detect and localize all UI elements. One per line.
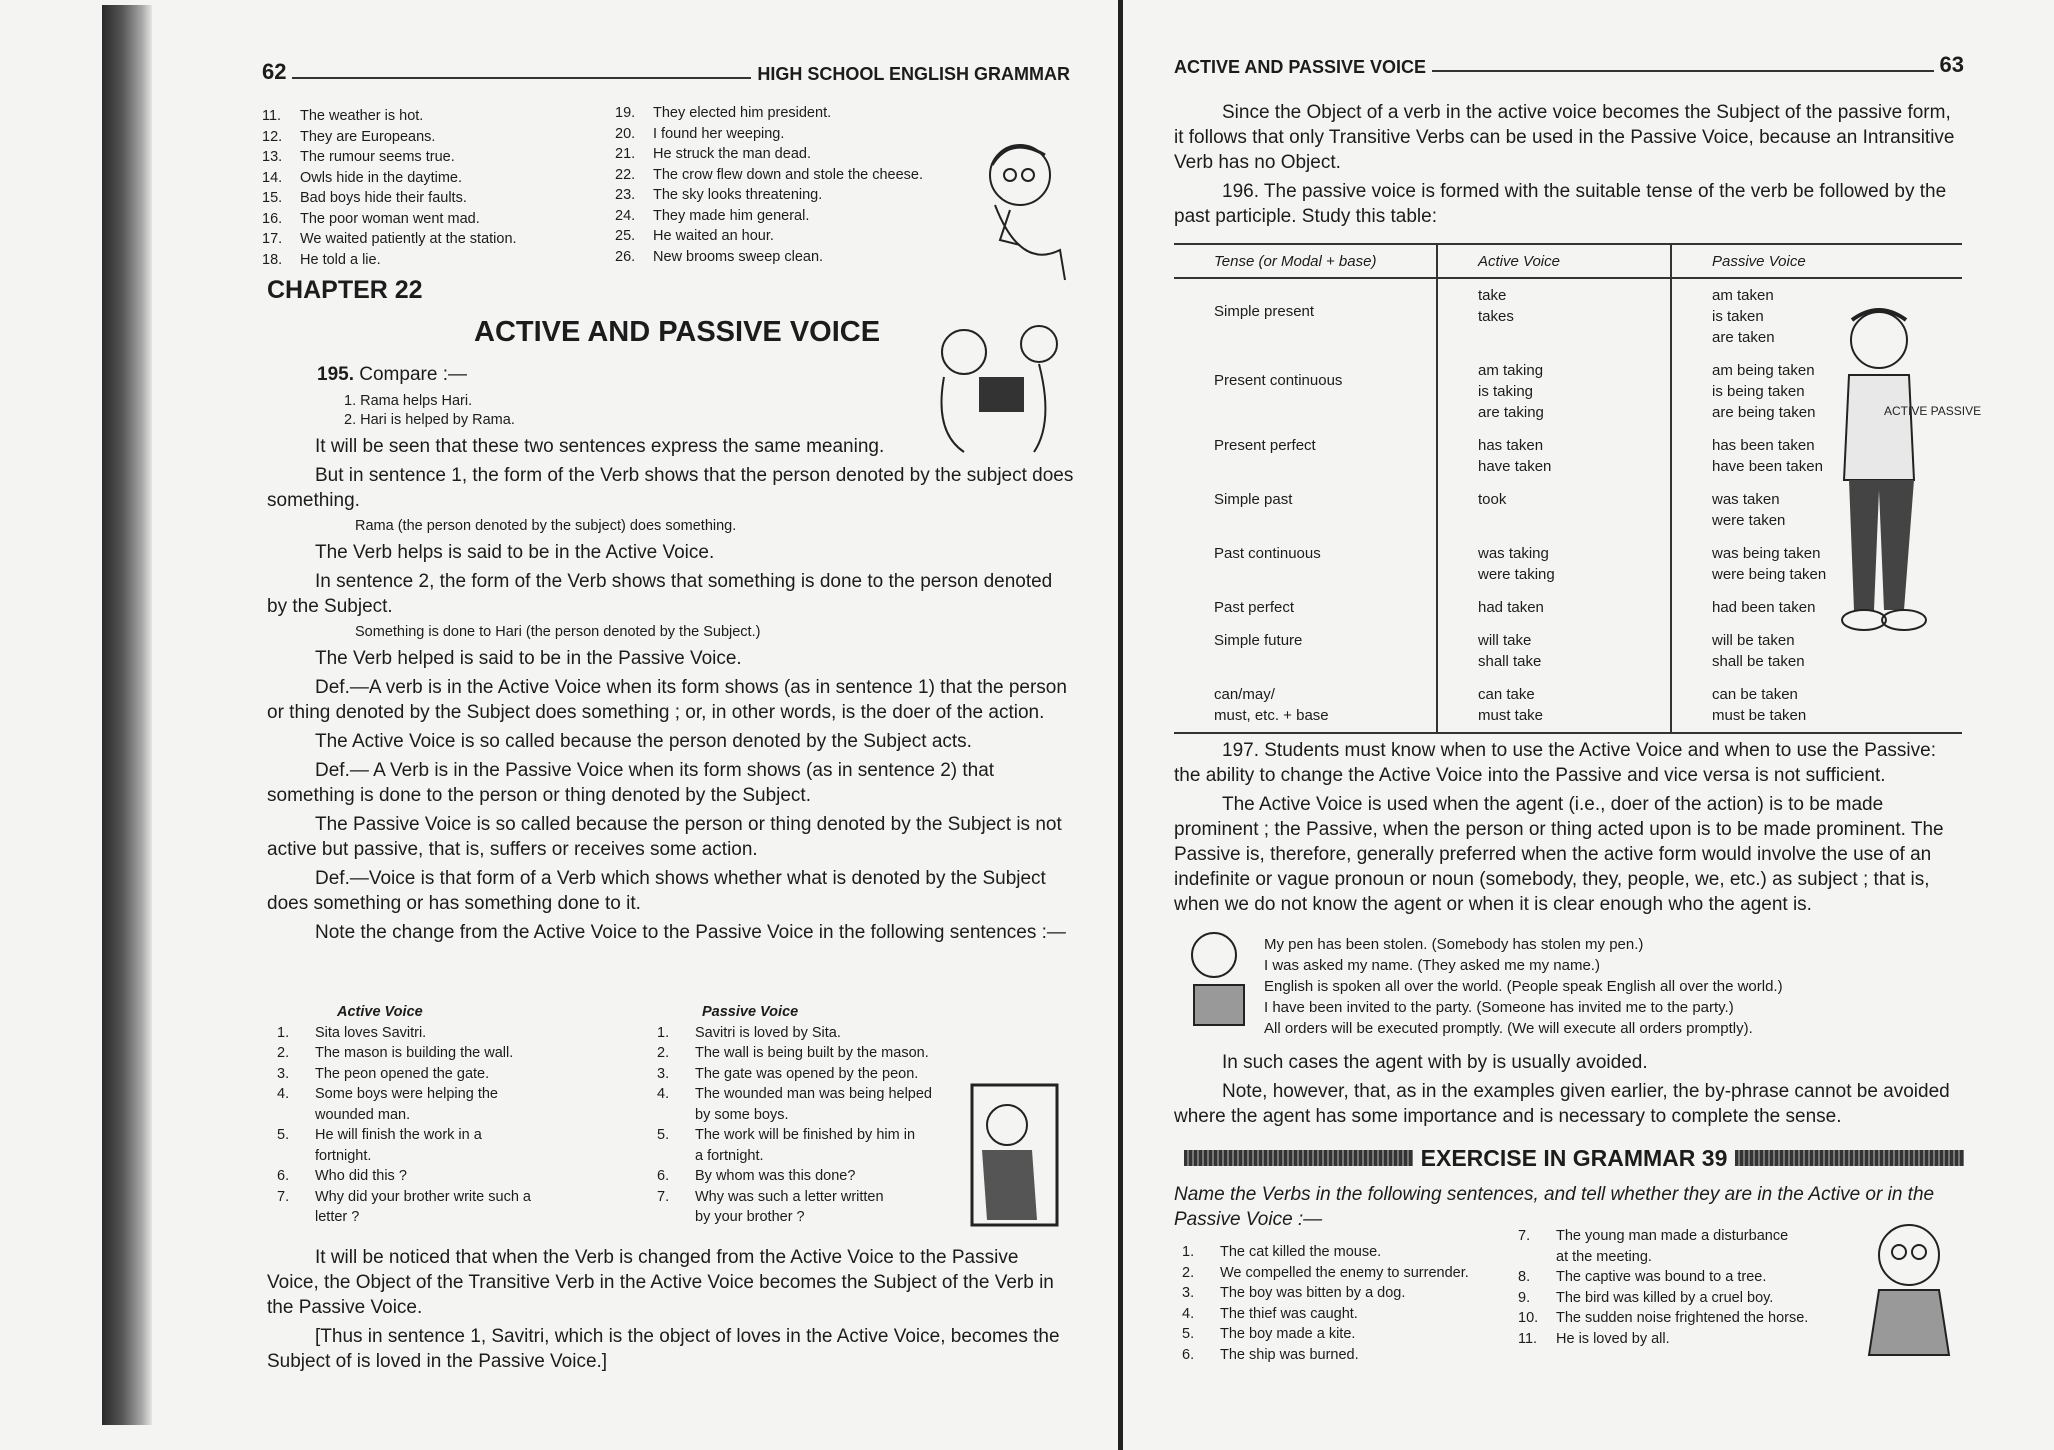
compare-example: 2. Hari is helped by Rama. <box>344 412 515 428</box>
table-cell: had taken <box>1437 591 1671 624</box>
agent-note-text <box>1174 1050 1964 1133</box>
table-header: Passive Voice <box>1671 244 1962 278</box>
table-cell: was taking were taking <box>1437 537 1671 591</box>
right-intro-text <box>1174 100 1964 233</box>
paragraph: The Passive Voice is so called because the person or thing denoted by the Subject is not active but passive, that is, suffers or receives some action. <box>267 814 1062 860</box>
compare-examples <box>344 392 515 430</box>
list-item: by some boys. <box>695 1106 789 1123</box>
example-sentence: My pen has been stolen. (Somebody has stolen my pen.) <box>1264 936 1644 953</box>
paragraph: Note, however, that, as in the examples given earlier, the by-phrase cannot be avoided where the agent has some importance and is necessary to complete the sense. <box>1174 1081 1950 1127</box>
paragraph: It will be seen that these two sentences express the same meaning. <box>315 436 885 457</box>
header-rule <box>1432 70 1933 72</box>
section-196: 196. The passive voice is formed with the suitable tense of the verb be followed by the past participle. Study this table: <box>1174 181 1947 227</box>
right-page <box>1174 0 1982 1450</box>
note: Rama (the person denoted by the subject) does something. <box>355 518 737 534</box>
list-item: 19. They elected him president. <box>615 105 832 121</box>
list-item: 1. Sita loves Savitri. <box>277 1024 427 1041</box>
table-cell: was being taken were being taken <box>1712 545 1827 583</box>
table-header-row <box>1174 244 1962 278</box>
page-number: 62 <box>262 59 287 84</box>
table-cell: was taken were taken <box>1712 491 1786 529</box>
list-item: 5. The work will be finished by him in <box>657 1127 916 1143</box>
list-item: 4. The thief was caught. <box>1182 1305 1358 1322</box>
table-cell: took <box>1437 483 1671 537</box>
banner-bar <box>1735 1150 1964 1166</box>
left-page <box>262 0 1074 1450</box>
list-item: 1. Savitri is loved by Sita. <box>657 1024 841 1041</box>
list-item: 7. Why was such a letter written <box>657 1188 884 1205</box>
list-item: 14. Owls hide in the daytime. <box>262 169 462 186</box>
list-item: 17. We waited patiently at the station. <box>262 231 517 247</box>
list-item: 6. By whom was this done? <box>657 1168 856 1184</box>
table-cell: Simple present <box>1174 278 1437 354</box>
book-binding-shadow <box>102 5 152 1425</box>
list-item: 22. The crow flew down and stole the cheese. <box>615 166 924 183</box>
paragraph: In sentence 2, the form of the Verb shows that something is done to the person denoted by the Subject. <box>267 571 1053 617</box>
definition-active: Def.—A verb is in the Active Voice when its form shows (as in sentence 1) that the person or thing denoted by the Subject does something ; or, in other words, is the doer of the action. <box>267 677 1067 723</box>
paragraph: The Active Voice is so called because the person denoted by the Subject acts. <box>315 731 972 752</box>
page-number: 63 <box>1939 52 1964 77</box>
table-row <box>1174 678 1962 733</box>
column-heading: Passive Voice <box>702 1004 799 1020</box>
paragraph: [Thus in sentence 1, Savitri, which is the object of loves in the Active Voice, becomes the Subject of is loved in the Passive Voice.] <box>267 1326 1060 1372</box>
list-item: by your brother ? <box>695 1209 805 1225</box>
chapter-label: CHAPTER 22 <box>267 276 423 304</box>
list-item: 5. He will finish the work in a <box>277 1127 482 1143</box>
list-item: 2. The mason is building the wall. <box>277 1045 514 1061</box>
passive-voice-column <box>657 1002 987 1228</box>
page-gutter <box>1118 0 1123 1450</box>
exercise-title: EXERCISE IN GRAMMAR 39 <box>1420 1144 1728 1171</box>
table-cell: will be taken shall be taken <box>1712 632 1805 670</box>
passive-examples <box>1174 934 2054 1039</box>
paragraph: It will be noticed that when the Verb is changed from the Active Voice to the Passive Voice, the Object of the Transitive Verb in the Active Voice becomes the Subject of the Verb in the Passive Voice. <box>267 1247 1054 1318</box>
list-item: 7. The young man made a disturbance <box>1518 1228 1789 1244</box>
exercise-list-a <box>1182 1242 1512 1365</box>
running-title: HIGH SCHOOL ENGLISH GRAMMAR <box>757 64 1070 84</box>
list-item: 3. The peon opened the gate. <box>277 1065 490 1082</box>
table-cell: Past continuous <box>1174 537 1437 591</box>
paragraph: But in sentence 1, the form of the Verb shows that the person denoted by the subject does something. <box>267 465 1074 511</box>
list-item: 15. Bad boys hide their faults. <box>262 190 467 206</box>
list-item: 25. He waited an hour. <box>615 228 774 244</box>
running-title: ACTIVE AND PASSIVE VOICE <box>1174 57 1427 77</box>
list-item: 23. The sky looks threatening. <box>615 187 823 203</box>
exercise-list-b <box>1518 1226 1848 1349</box>
table-cell: Simple future <box>1174 624 1437 678</box>
list-item: 1. The cat killed the mouse. <box>1182 1244 1382 1260</box>
list-item: 11. He is loved by all. <box>1518 1330 1670 1347</box>
list-item: 13. The rumour seems true. <box>262 149 455 165</box>
list-item: 2. The wall is being built by the mason. <box>657 1045 929 1061</box>
table-cell: will take shall take <box>1437 624 1671 678</box>
table-cell: Simple past <box>1174 483 1437 537</box>
list-item: 11. The weather is hot. <box>262 108 424 124</box>
list-item: 8. The captive was bound to a tree. <box>1518 1269 1767 1285</box>
list-item: 7. Why did your brother write such a <box>277 1188 531 1205</box>
list-item: 21. He struck the man dead. <box>615 146 811 162</box>
table-cell: Present perfect <box>1174 429 1437 483</box>
exercise-banner <box>1184 1145 1964 1171</box>
definition-passive: Def.— A Verb is in the Passive Voice when its form shows (as in sentence 2) that something is done to the person or thing denoted by the Subject. <box>267 760 995 806</box>
table-cell: has taken have taken <box>1437 429 1671 483</box>
list-item: 24. They made him general. <box>615 207 810 224</box>
peon-at-door-illustration <box>962 1080 1062 1230</box>
list-item: wounded man. <box>315 1106 411 1123</box>
table-cell: am being taken is being taken are being taken <box>1712 362 1816 421</box>
example-sentence: English is spoken all over the world. (People speak English all over the world.) <box>1264 978 1783 995</box>
section-195-heading: 195. Compare :— <box>317 364 467 385</box>
active-passive-boy-illustration <box>1814 290 1982 670</box>
definition-voice: Def.—Voice is that form of a Verb which shows whether what is denoted by the Subject does something or has something done to it. <box>267 868 1046 914</box>
exercise-instructions: Name the Verbs in the following sentences, and tell whether they are in the Active or in the Passive Voice :— <box>1174 1184 1935 1230</box>
compare-example: 1. Rama helps Hari. <box>344 393 473 409</box>
paragraph: In such cases the agent with by is usually avoided. <box>1222 1052 1648 1073</box>
right-page-header <box>1174 48 1964 78</box>
table-cell: can take must take <box>1437 678 1671 733</box>
left-page-header <box>262 55 1070 85</box>
paragraph: The Active Voice is used when the agent (i.e., doer of the action) is to be made prominent ; the Passive, when the person or thing acted upon is to be made prominent. The Passive is, therefore, generally preferred when the active form would involve the use of an indefinite or vague pronoun or noun (somebody, they, people, we, etc.) as subject ; that is, when we do not know the agent or when it is clear enough who the agent is. <box>1174 794 1944 915</box>
table-cell: am taking is taking are taking <box>1437 354 1671 429</box>
list-item: 3. The boy was bitten by a dog. <box>1182 1285 1406 1301</box>
table-cell: am taken is taken are taken <box>1712 287 1775 346</box>
worried-student-illustration <box>1854 1210 1964 1360</box>
table-header: Active Voice <box>1437 244 1671 278</box>
example-sentence: I was asked my name. (They asked me my name.) <box>1264 957 1600 974</box>
column-heading: Active Voice <box>337 1004 423 1020</box>
list-item: 10. The sudden noise frightened the horse. <box>1518 1310 1809 1326</box>
table-header: Tense (or Modal + base) <box>1174 244 1437 278</box>
table-cell: Past perfect <box>1174 591 1437 624</box>
list-item: a fortnight. <box>695 1147 764 1164</box>
list-item: 9. The bird was killed by a cruel boy. <box>1518 1289 1774 1306</box>
sentence-list-b <box>615 103 975 267</box>
thinking-man-illustration <box>970 130 1070 280</box>
chapter-title: ACTIVE AND PASSIVE VOICE <box>474 316 881 348</box>
paragraph: The Verb helped is said to be in the Passive Voice. <box>315 648 742 669</box>
list-item: 6. The ship was burned. <box>1182 1346 1359 1363</box>
list-item: 2. We compelled the enemy to surrender. <box>1182 1264 1469 1281</box>
sentence-list-a <box>262 106 602 270</box>
table-cell: take takes <box>1437 278 1671 354</box>
list-item: 16. The poor woman went mad. <box>262 210 480 227</box>
paragraph: Note the change from the Active Voice to the Passive Voice in the following sentences :— <box>315 922 1066 943</box>
list-item: 5. The boy made a kite. <box>1182 1326 1356 1342</box>
table-cell: can/may/ must, etc. + base <box>1174 678 1437 733</box>
example-sentence: I have been invited to the party. (Someone has invited me to the party.) <box>1264 999 1734 1016</box>
section-197: 197. Students must know when to use the Active Voice and when to use the Passive: the ability to change the Active Voice into the Passive and vice versa is not sufficient. <box>1174 740 1936 786</box>
left-body-text <box>267 434 1075 949</box>
table-cell: has been taken have been taken <box>1712 437 1823 475</box>
list-item: fortnight. <box>315 1147 372 1164</box>
list-item: 20. I found her weeping. <box>615 125 785 142</box>
list-item: 18. He told a lie. <box>262 251 381 268</box>
banner-bar <box>1184 1150 1413 1166</box>
table-cell: can be taken must be taken <box>1671 678 1962 733</box>
header-rule <box>292 77 751 79</box>
active-voice-column <box>277 1002 607 1228</box>
list-item: 4. Some boys were helping the <box>277 1086 498 1102</box>
note: Something is done to Hari (the person denoted by the Subject.) <box>355 624 761 640</box>
list-item: 12. They are Europeans. <box>262 128 436 145</box>
left-closing-text <box>267 1245 1075 1378</box>
list-item: at the meeting. <box>1556 1248 1652 1265</box>
list-item: 26. New brooms sweep clean. <box>615 248 824 265</box>
paragraph: The Verb helps is said to be in the Active Voice. <box>315 542 715 563</box>
list-item: 3. The gate was opened by the peon. <box>657 1065 919 1082</box>
list-item: letter ? <box>315 1209 360 1225</box>
list-item: 4. The wounded man was being helped <box>657 1086 932 1102</box>
table-cell: Present continuous <box>1174 354 1437 429</box>
section-197-text <box>1174 738 1964 921</box>
list-item: 6. Who did this ? <box>277 1168 407 1184</box>
paragraph: Since the Object of a verb in the active voice becomes the Subject of the passive form, it follows that only Transitive Verbs can be used in the Passive Voice, because an Intransitive Verb has no Object. <box>1174 102 1955 173</box>
example-sentence: All orders will be executed promptly. (We will execute all orders promptly). <box>1264 1020 1753 1037</box>
shirt-label: ACTIVE PASSIVE <box>1884 404 1982 418</box>
table-cell: had been taken <box>1712 599 1816 616</box>
